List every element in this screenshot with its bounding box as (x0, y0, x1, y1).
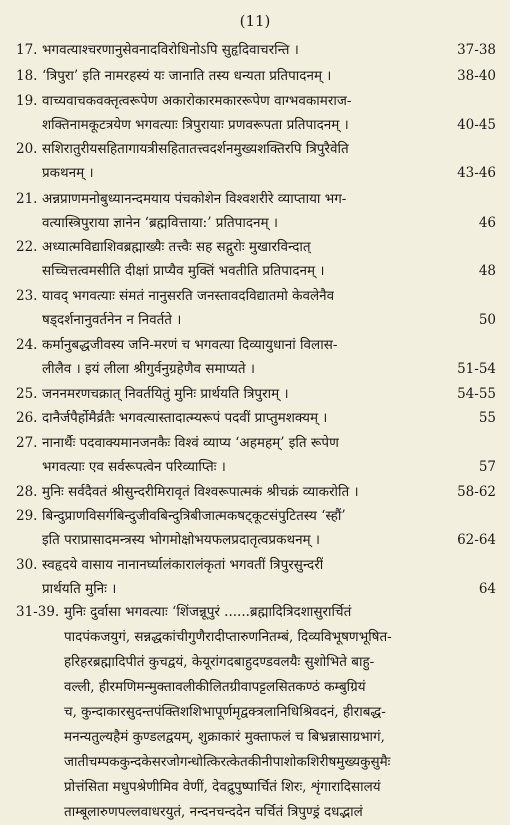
entry-text: वाच्यवाचकवक्तृत्वरूपेण अकारोकारमकाररूपेण वाग्भवकामराज- (42, 93, 352, 109)
entry-text: अन्नप्राणमनोबुध्यानन्दमयाय पंचकोशेन विश्वशरीरे व्याप्ताया भग- (42, 191, 347, 207)
entry-page-range: 62-64 (457, 532, 496, 548)
toc-entry (16, 187, 496, 235)
entry-number: 29. (16, 508, 38, 524)
entry-line (42, 528, 496, 552)
entry-text: दानैर्जपैर्होमैर्व्रतैः भगवत्यास्तादात्म्यरूपं पदवीं प्राप्तुमशक्यम् । (42, 410, 328, 426)
entry-number: 18. (16, 68, 38, 84)
entry-number: 28. (16, 484, 38, 500)
entry-number: 30. (16, 557, 38, 573)
entry-body (42, 137, 496, 185)
entry-text: भगवत्याः एव सर्वरूपत्वेन परिव्याप्तिः । (42, 459, 226, 475)
entry-number: 21. (16, 191, 38, 207)
entry-body (42, 89, 496, 137)
entry-number: 23. (16, 288, 38, 304)
toc-entry (16, 89, 496, 137)
entry-line (42, 357, 496, 381)
entry-text: प्रकथनम् । (42, 165, 94, 181)
entry-line: मुनिः दुर्वासा भगवत्याः ‘शिंजन्नूपुरं ......ब्रह्मादित्रिदशासुरार्चितं (64, 604, 352, 620)
entry-text: मुनिः सर्वदैवतं श्रीसुन्दरीमिरावृतं विश्वरूपात्मकं श्रीचक्रं व्याकरोति । (42, 484, 359, 500)
entry-number: 25. (16, 386, 38, 402)
entry-page-range: 64 (478, 581, 496, 597)
entry-text: सच्चित्तत्वमसीति दीक्षां प्राप्यैव मुक्तिं भवतीति प्रतिपादनम् । (42, 263, 325, 279)
entry-line (42, 504, 496, 528)
toc-entry (16, 284, 496, 332)
entry-line (42, 333, 496, 357)
entry-text: यावद् भगवत्याः संमतं नानुसरति जनस्तावदविद्यातमो केवलेनैव (42, 288, 335, 304)
entry-number: 26. (16, 410, 38, 426)
entry-line (42, 406, 496, 430)
toc-entry (16, 406, 496, 430)
toc-entry (16, 431, 496, 479)
entry-line (42, 211, 496, 235)
entry-line: पादपंकजयुगं, सन्नद्धकांचीगुणैरादीप्तारुणनितम्बं, दिव्यविभूषणभूषित- (64, 629, 392, 645)
entry-body (42, 187, 496, 235)
entry-line (42, 577, 496, 601)
entry-line (42, 553, 496, 577)
entry-text: वत्यास्त्रिपुराया ज्ञानेन ‘ब्रह्मवित्ताया:’ प्रतिपादनम् । (42, 215, 278, 231)
entry-line: वल्ली, हीरमणिमन्मुक्तावलीकीलितग्रीवापट्टलसितकण्ठं कम्बुग्रियं (64, 679, 366, 695)
toc-entry (16, 235, 496, 283)
entry-text: जननमरणचक्रात् निवर्तयितुं मुनिः प्रार्थयति त्रिपुराम् । (42, 386, 289, 402)
entry-page-range: 37-38 (457, 42, 496, 58)
entry-number: 19. (16, 93, 38, 109)
entry-body (42, 333, 496, 381)
page-number: (11) (239, 12, 271, 30)
entry-text: कर्मानुबद्धजीवस्य जनि-मरणं च भगवत्या दिव्यायुधानां विलास- (42, 337, 338, 353)
toc-entry (16, 64, 496, 88)
entry-body (42, 382, 496, 406)
entry-page-range: 55 (478, 410, 496, 426)
entry-line: च, कुन्दाकारसुदन्तपंक्तिशशिभापूर्णमृद्वक्त्रलानिधिश्रिवदनं, हीराबद्ध- (64, 704, 386, 720)
entry-number: 27. (16, 435, 38, 451)
toc-entry (16, 553, 496, 601)
entry-page-range: 58-62 (457, 484, 496, 500)
entry-number: 22. (16, 239, 38, 255)
entry-line (42, 308, 496, 332)
entry-body (42, 504, 496, 552)
entry-text: इति पराप्रासादमन्त्रस्य भोगमोक्षोभयफलप्रदातृत्वप्रकथनम् । (42, 532, 321, 548)
entry-line (42, 431, 496, 455)
entry-line (42, 480, 496, 504)
entry-line (42, 187, 496, 211)
entry-page-range: 40-45 (457, 117, 496, 133)
entry-page-range: 57 (478, 459, 496, 475)
entry-text: ‘त्रिपुरा’ इति नामरहस्यं यः जानाति तस्य धन्यता प्रतिपादनम् । (42, 68, 332, 84)
toc-entry (16, 504, 496, 552)
entry-page-range: 54-55 (457, 386, 496, 402)
entry-body (42, 480, 496, 504)
toc-entry (16, 480, 496, 504)
entry-body (42, 235, 496, 283)
entry-line (42, 161, 496, 185)
entry-text (16, 600, 496, 825)
entry-line: मनन्यतुल्यहैमं कुण्डलद्वयम्, शुक्राकारं मुक्ताफलं च बिभ्रन्नासाग्रभागं, (64, 729, 385, 745)
entry-page-range: 48 (478, 263, 496, 279)
entry-body (42, 284, 496, 332)
entry-text: लीलैव । इयं लीला श्रीगुर्वनुग्रहेणैव समाप्यते । (42, 361, 256, 377)
entry-line (42, 38, 496, 62)
entry-page-range: 50 (478, 312, 496, 328)
entry-number: 24. (16, 337, 38, 353)
entry-body (42, 406, 496, 430)
entry-line: जातीचम्पककुन्दकेसरजोगन्धोत्किरत्केतकीनीपाशोकशिरीषमुख्यकुसुमैः (64, 754, 391, 770)
entry-body (42, 553, 496, 601)
toc-entry (16, 137, 496, 185)
entry-body (42, 64, 496, 88)
entry-page-range: 46 (478, 215, 496, 231)
entry-text: अध्यात्मविद्याशिवब्रह्माख्यैः तत्त्वैः सह सद्गुरोः मुखारविन्दात् (42, 239, 311, 255)
entry-line (42, 455, 496, 479)
entry-number: 17. (16, 42, 38, 58)
entry-text: बिन्दुप्राणविसर्गबिन्दुजीवबिन्दुत्रिबीजात्मकषट्कूटसंपुटितस्य ‘स्हौं’ (42, 508, 346, 524)
entry-text: सशिरातुरीयसहितागायत्रीसहितातत्त्वदर्शनमुख्यशक्तिरपि त्रिपुरैवेति (42, 141, 349, 157)
entry-body (42, 431, 496, 479)
entry-text: षड्दर्शनानुवर्तनेन न निवर्तते । (42, 312, 182, 328)
entry-text: प्रार्थयति मुनिः । (42, 581, 117, 597)
entry-line: प्रोत्तंसिता मधुपश्रेणीमिव वेणीं, देवद्रुपुष्पार्चितं शिरः, शृंगारादिसालयं (64, 779, 381, 795)
entry-line (42, 137, 496, 161)
toc-entry (16, 382, 496, 406)
entry-line: हरिहरब्रह्मादिपीतं कुचद्वयं, केयूरांगदबाहुदण्डवलयैः सुशोभिते बाहु- (64, 654, 375, 670)
entry-page-range: 43-46 (457, 165, 496, 181)
entry-line (42, 89, 496, 113)
entry-number: 31-39. (16, 604, 60, 620)
entry-line: ताम्बूलारुणपल्लवाधरयुतं, नन्दनचन्ददेन चर्चितं त्रिपुण्ड्रं दधद्भालं (64, 804, 363, 820)
entry-text: भगवत्याश्चरणानुसेवनादविरोधिनोऽपि सुहृदिवाचरन्ति । (42, 42, 299, 58)
entry-line (42, 259, 496, 283)
toc-entry-31-39 (16, 600, 496, 825)
entry-text: शक्तिनामकूटत्रयेण भगवत्याः त्रिपुरायाः प्रणवरूपता प्रतिपादनम् । (42, 117, 349, 133)
entry-line (42, 235, 496, 259)
entry-line (42, 382, 496, 406)
toc-entry (16, 333, 496, 381)
entry-text: नानार्थैः पदवाक्यमानजनकैः विश्वं व्याप्य ‘अहमहम्’ इति रूपेण (42, 435, 339, 451)
entry-text: स्वहृदये वासाय नानानर्घ्यालंकारालंकृतां भगवतीं त्रिपुरसुन्दरीं (42, 557, 324, 573)
entry-number: 20. (16, 141, 38, 157)
toc-entry (16, 38, 496, 62)
entry-page-range: 51-54 (457, 361, 496, 377)
entry-line (42, 113, 496, 137)
entry-body (42, 38, 496, 62)
entry-line (42, 64, 496, 88)
entry-page-range: 38-40 (457, 68, 496, 84)
entry-line (42, 284, 496, 308)
